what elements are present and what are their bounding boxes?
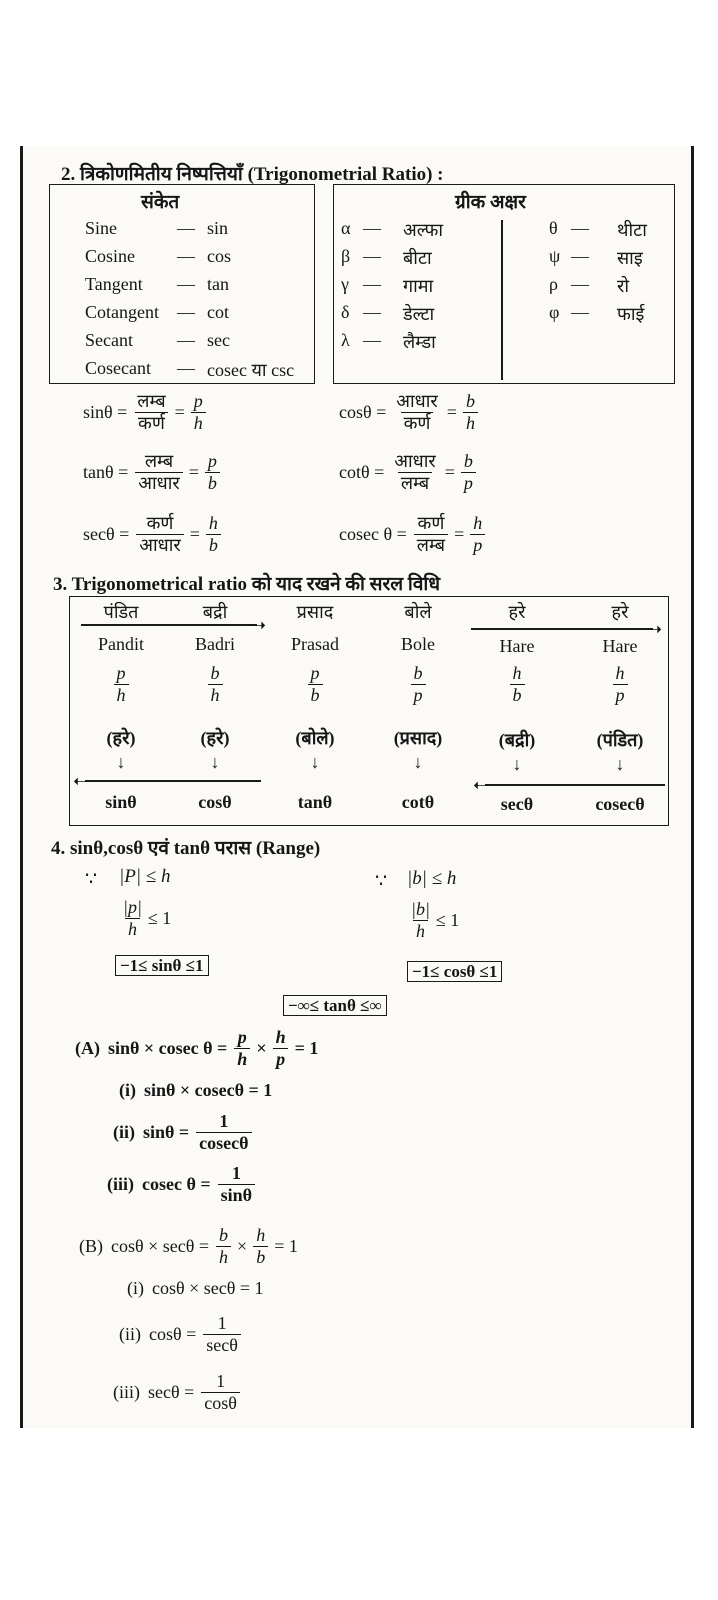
equals-sign: = (444, 462, 455, 483)
arrow-right-icon: ➝ (647, 619, 663, 639)
mnemonic-function: sinθ (105, 792, 137, 812)
symbol-row (85, 330, 230, 351)
greek-dash: — (571, 246, 589, 266)
range-condition-cos: |b| ≤ h (407, 868, 457, 889)
arrow-right-icon: ➝ (251, 615, 267, 635)
identity-a (75, 1028, 321, 1070)
greek-dash: — (571, 302, 589, 322)
denominator: h (125, 918, 140, 940)
denominator: कर्ण (135, 412, 168, 434)
symbol-abbr: tan (207, 274, 229, 294)
mnemonic-hint: (प्रसाद) (393, 728, 443, 748)
greek-row (549, 302, 644, 326)
mnemonic-word: Pandit (97, 634, 144, 654)
numerator: लम्ब (137, 391, 166, 411)
greek-row (549, 274, 629, 298)
formula-lhs: cosθ = (339, 402, 387, 423)
fraction (391, 452, 439, 494)
denominator: h (208, 684, 223, 706)
greek-letter: λ (341, 330, 350, 350)
inequality: ≤ 1 (435, 910, 460, 931)
mnemonic-word: Hare (499, 636, 535, 656)
fraction (461, 452, 476, 494)
denominator: b (510, 684, 525, 706)
mnemonic-function: cosecθ (595, 794, 645, 814)
item-label: (iii) (113, 1382, 140, 1403)
numerator: h (473, 513, 483, 533)
item-label: (ii) (119, 1324, 141, 1345)
symbol-name: Cotangent (85, 302, 159, 322)
times-sign: × (256, 1038, 267, 1059)
greek-letter: θ (549, 218, 558, 238)
greek-letter: β (341, 246, 351, 266)
fraction (136, 514, 184, 556)
numerator: p (207, 451, 217, 471)
numerator: |b| (411, 899, 430, 919)
denominator: h (413, 920, 428, 942)
identity-a-iii (107, 1164, 258, 1206)
numerator: b (210, 663, 220, 683)
formula-tan (83, 452, 223, 494)
symbol-row (85, 302, 229, 323)
greek-name: थीटा (617, 220, 647, 240)
denominator: p (273, 1048, 288, 1070)
denominator: कर्ण (401, 412, 434, 434)
denominator: b (308, 684, 323, 706)
mnemonic-ratio (575, 664, 665, 706)
symbol-row (85, 246, 231, 267)
denominator: p (411, 684, 426, 706)
numerator: h (275, 1027, 286, 1047)
since-symbol: ∵ (375, 871, 388, 892)
equals-sign: = (189, 524, 200, 545)
item-text: sinθ × cosecθ = 1 (144, 1080, 273, 1100)
greek-name: बीटा (403, 248, 432, 268)
greek-row (341, 330, 436, 354)
result: = 1 (274, 1236, 298, 1257)
numerator: b (219, 1225, 229, 1245)
section-2-heading: 2. त्रिकोणमितीय निष्पत्तियाँ (Trigonometrial Ratio) : (61, 164, 444, 185)
sin-range-box (115, 956, 209, 976)
down-arrow-icon: ↓ (210, 752, 220, 772)
mnemonic-word: Bole (401, 634, 435, 654)
item-label: (iii) (107, 1174, 134, 1195)
numerator: h (208, 513, 218, 533)
numerator: h (615, 663, 625, 683)
numerator: p (116, 663, 126, 683)
denominator: लम्ब (398, 472, 432, 494)
greek-dash: — (571, 274, 589, 294)
down-arrow-icon: ↓ (615, 754, 625, 774)
identity-lhs: sinθ × cosec θ = (108, 1038, 228, 1059)
symbol-abbr: sin (207, 218, 229, 238)
symbol-row (85, 218, 228, 239)
mnemonic-hindi: प्रसाद (296, 602, 334, 622)
greek-name: साइ (617, 248, 643, 268)
symbol-dash: — (177, 302, 195, 322)
symbol-header: संकेत (141, 192, 180, 213)
greek-row (549, 246, 643, 270)
numerator: कर्ण (146, 513, 174, 533)
greek-name: गामा (403, 276, 434, 296)
numerator: b (465, 391, 475, 411)
denominator: आधार (136, 534, 184, 556)
range-fraction-cos (405, 900, 459, 942)
greek-dash: — (363, 274, 381, 294)
numerator: 1 (219, 1111, 229, 1131)
mnemonic-hindi: हरे (508, 602, 526, 622)
mnemonic-hint: (बोले) (295, 728, 335, 748)
mnemonic-word: Hare (602, 636, 638, 656)
symbol-dash: — (177, 330, 195, 350)
greek-row (341, 302, 434, 326)
symbol-abbr: cot (207, 302, 229, 322)
denominator: h (463, 412, 478, 434)
mnemonic-hindi: पंडित (103, 602, 139, 622)
item-label: (i) (119, 1080, 136, 1100)
formula-lhs: cotθ = (339, 462, 385, 483)
result: = 1 (294, 1038, 319, 1059)
greek-dash: — (363, 246, 381, 266)
denominator: h (234, 1048, 250, 1070)
mnemonic-hint: (पंडित) (596, 730, 644, 750)
symbol-dash: — (177, 358, 195, 378)
mnemonic-hint: (हरे) (106, 728, 136, 748)
numerator: b (463, 451, 473, 471)
greek-letter: γ (341, 274, 349, 294)
inequality: ≤ 1 (147, 908, 172, 929)
denominator: b (253, 1246, 268, 1268)
denominator: h (191, 412, 206, 434)
equals-sign: = (454, 524, 465, 545)
item-lhs: cosec θ = (142, 1174, 211, 1195)
arrow-line (485, 784, 665, 786)
greek-dash: — (363, 218, 381, 238)
greek-letter: ψ (549, 246, 561, 266)
formula-lhs: tanθ = (83, 462, 129, 483)
mnemonic-hindi: बद्री (202, 602, 228, 622)
denominator: h (216, 1246, 231, 1268)
denominator: b (206, 534, 221, 556)
down-arrow-icon: ↓ (512, 754, 522, 774)
formula-lhs: cosec θ = (339, 524, 407, 545)
mnemonic-function: cotθ (401, 792, 435, 812)
item-label: (ii) (113, 1122, 135, 1143)
item-text: cosθ × secθ = 1 (152, 1278, 264, 1298)
tan-range-box (283, 996, 387, 1016)
item-lhs: cosθ = (149, 1324, 197, 1345)
times-sign: × (237, 1236, 248, 1257)
symbol-name: Cosine (85, 246, 136, 266)
mnemonic-hindi: बोले (404, 602, 432, 622)
arrow-line (81, 624, 257, 626)
section-3-heading: 3. Trigonometrical ratio को याद रखने की सरल विधि (53, 574, 441, 595)
formula-lhs: secθ = (83, 524, 130, 545)
greek-name: अल्फा (403, 220, 444, 240)
symbol-abbr: sec (207, 330, 230, 350)
greek-row (341, 218, 443, 242)
greek-dash: — (571, 218, 589, 238)
equals-sign: = (188, 462, 199, 483)
equals-sign: = (446, 402, 457, 423)
down-arrow-icon: ↓ (413, 752, 423, 772)
mnemonic-word: Badri (195, 634, 235, 654)
item-lhs: sinθ = (143, 1122, 190, 1143)
mnemonic-function: secθ (500, 794, 534, 814)
symbol-name: Secant (85, 330, 133, 350)
numerator: आधार (394, 451, 436, 471)
fraction (463, 392, 478, 434)
denominator: लम्ब (414, 534, 448, 556)
formula-lhs: sinθ = (83, 402, 128, 423)
formula-cot (339, 452, 479, 494)
item-lhs: secθ = (148, 1382, 195, 1403)
denominator: आधार (135, 472, 183, 494)
denominator: p (470, 534, 485, 556)
numerator: 1 (216, 1371, 226, 1391)
mnemonic-function: cosθ (198, 792, 232, 812)
fraction (470, 514, 485, 556)
arrow-left-icon: ➝ (73, 771, 89, 791)
mnemonic-word: Prasad (291, 634, 339, 654)
identity-b-iii (113, 1372, 243, 1414)
fraction (134, 392, 168, 434)
symbol-name: Sine (85, 218, 118, 238)
numerator: 1 (231, 1163, 241, 1183)
symbol-row (85, 358, 294, 382)
mnemonic-hint: (बद्री) (498, 730, 536, 750)
since-symbol: ∵ (85, 869, 98, 890)
boxed-result: −1≤ cosθ ≤1 (407, 961, 502, 982)
numerator: p (237, 1027, 247, 1047)
denominator: secθ (203, 1334, 241, 1356)
arrow-line (85, 780, 261, 782)
numerator: p (310, 663, 320, 683)
identity-a-i (119, 1080, 272, 1101)
symbol-dash: — (177, 218, 195, 238)
mnemonic-hindi: हरे (611, 602, 629, 622)
formula-sin (83, 392, 209, 434)
greek-name: लैम्डा (403, 332, 436, 352)
denominator: cosθ (201, 1392, 240, 1414)
fraction (135, 452, 183, 494)
numerator: आधार (396, 391, 438, 411)
item-label: (i) (127, 1278, 144, 1298)
fraction (393, 392, 441, 434)
greek-divider (501, 220, 503, 380)
greek-name: फाई (617, 304, 645, 324)
fraction (205, 452, 220, 494)
numerator: b (413, 663, 423, 683)
greek-row (341, 274, 433, 298)
arrow-left-icon: ➝ (473, 775, 489, 795)
identity-b-ii (119, 1314, 244, 1356)
denominator: sinθ (218, 1184, 255, 1206)
denominator: b (205, 472, 220, 494)
identity-b-i (127, 1278, 264, 1299)
greek-letter: α (341, 218, 351, 238)
numerator: लम्ब (144, 451, 174, 471)
numerator: 1 (217, 1313, 227, 1333)
equals-sign: = (174, 402, 185, 423)
numerator: कर्ण (417, 513, 445, 533)
section-4-heading: 4. sinθ,cosθ एवं tanθ परास (Range) (51, 838, 321, 859)
mnemonic-hint: (हरे) (200, 728, 230, 748)
arrow-line (471, 628, 653, 630)
identity-a-ii (113, 1112, 255, 1154)
greek-name: रो (617, 276, 630, 296)
greek-letter: ρ (549, 274, 558, 294)
symbol-dash: — (177, 274, 195, 294)
mnemonic-ratio (275, 664, 355, 706)
fraction (206, 514, 221, 556)
symbol-name: Tangent (85, 274, 143, 294)
denominator: cosecθ (196, 1132, 251, 1154)
symbol-name: Cosecant (85, 358, 151, 378)
greek-row (549, 218, 647, 242)
greek-dash: — (363, 330, 381, 350)
numerator: h (256, 1225, 266, 1245)
symbol-abbr: cosec या csc (207, 360, 295, 380)
cos-range-box (407, 962, 502, 982)
fraction (191, 392, 206, 434)
greek-row (341, 246, 432, 270)
greek-dash: — (363, 302, 381, 322)
mnemonic-ratio (81, 664, 161, 706)
identity-b (79, 1226, 301, 1268)
greek-header: ग्रीक अक्षर (455, 192, 526, 213)
fraction (414, 514, 448, 556)
textbook-page (20, 146, 694, 1428)
mnemonic-ratio (175, 664, 255, 706)
symbol-dash: — (177, 246, 195, 266)
identity-label: (A) (75, 1038, 100, 1059)
numerator: h (512, 663, 522, 683)
formula-cosec (339, 514, 488, 556)
mnemonic-ratio (373, 664, 463, 706)
greek-letter: δ (341, 302, 350, 322)
symbol-row (85, 274, 229, 295)
denominator: p (461, 472, 476, 494)
denominator: p (613, 684, 628, 706)
boxed-result: −∞≤ tanθ ≤∞ (283, 995, 387, 1016)
symbol-abbr: cos (207, 246, 231, 266)
greek-letter: φ (549, 302, 560, 322)
mnemonic-function: tanθ (297, 792, 333, 812)
numerator: |p| (123, 897, 142, 917)
down-arrow-icon: ↓ (116, 752, 126, 772)
numerator: p (193, 391, 203, 411)
identity-lhs: cosθ × secθ = (111, 1236, 210, 1257)
formula-cos (339, 392, 481, 434)
down-arrow-icon: ↓ (310, 752, 320, 772)
formula-sec (83, 514, 224, 556)
boxed-result: −1≤ sinθ ≤1 (115, 955, 209, 976)
mnemonic-ratio (477, 664, 557, 706)
range-fraction-sin (117, 898, 171, 940)
range-condition-sin: |P| ≤ h (119, 866, 171, 887)
denominator: h (114, 684, 129, 706)
identity-label: (B) (79, 1236, 103, 1257)
greek-name: डेल्टा (403, 304, 435, 324)
